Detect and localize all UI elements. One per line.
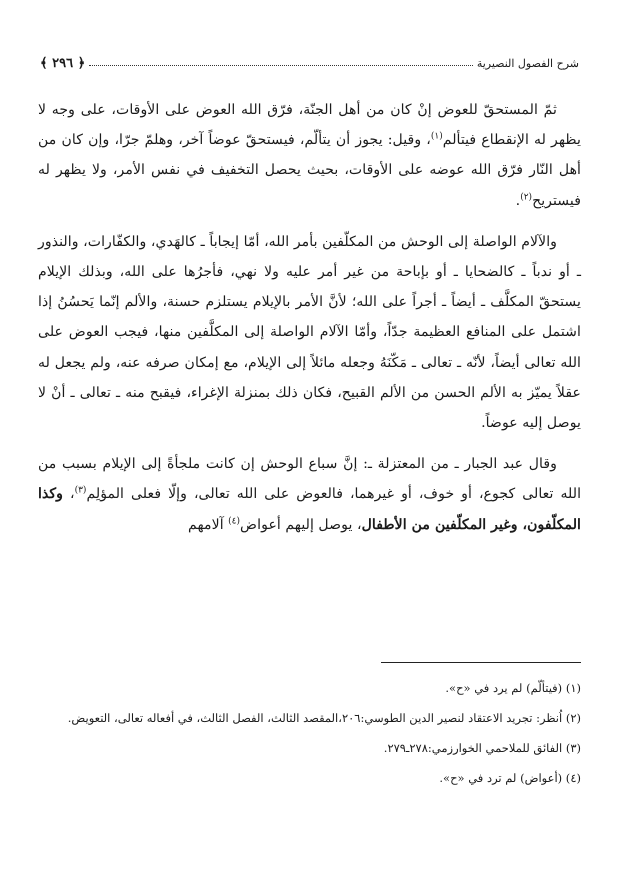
p1-text-b: ، وقيل: يجوز أن يتألّم، فيستحقّ عوضاً آخر، وهلمّ جرّا، وإن كان من أهل النّار فرّق الله عوضه على الأوقات، بحيث يحصل التخفيف في نفس الأمر، ولا يظهر له فيستريح: [38, 132, 581, 209]
footnote-4: (٤) (أعواض) لم ترد في «ح».: [439, 771, 581, 785]
p3-text-d: آلامهم: [188, 516, 229, 533]
p3-bold-phrase: وكذا المكلّفون، وغير المكلّفين من الأطفال: [38, 486, 581, 533]
footnote-2: (٢) اُنظر: تجريد الاعتقاد لنصير الدين الطوسي:٢٠٦،المقصد الثالث، الفصل الثالث، في أفعاله تعالى، التعويض.: [67, 711, 581, 725]
paragraph-3: [38, 449, 581, 540]
footnote-ref-4[interactable]: (٤): [228, 515, 241, 526]
book-title: شرح الفصول النصيرية: [476, 56, 579, 70]
p1-text-c: .: [515, 192, 521, 209]
footnote-ref-2[interactable]: (٢): [520, 191, 533, 202]
paragraph-1: [38, 95, 581, 216]
footnote-ref-1[interactable]: (١): [430, 131, 443, 142]
p3-text-b: ،: [63, 486, 75, 503]
paragraph-2: والآلام الواصلة إلى الوحش من المكلّفين بأمر الله، أمّا إيجاباً ـ كالهَدي، والكفّارات، والنذور ـ أو ندباً ـ كالضحايا ـ أو بإباحة من غير أمر عليه ولا نهي، فأجرُها على الله، وبذلك الإيلام يستحقّ المكلَّف ـ أيضاً ـ أجراً على الله؛ لأنَّ الأمر بالإيلام يستلزم حسنة، والألم إنّما يَحسُنُ إذا اشتمل على المنافع العظيمة جدّاً، وأمّا الآلام الواصلة إلى المكلَّفين منها، فيجب العوض على الله تعالى أيضاً، لأنّه ـ تعالى ـ مَكّنَهُ وجعله مائلاً إلى الإيلام، مع إمكان صرفه عنه، ولم يجعل له عقلاً يميّز به الألم الحسن من الألم القبيح، فكان ذلك بمنزلة الإغراء، فيقبح منه ـ تعالى ـ أنْ لا يوصل إليه عوضاً.: [38, 233, 581, 432]
running-header: [40, 52, 579, 74]
p1-text-a: ثمّ المستحقّ للعوض إنْ كان من أهل الجنّة، فرّق الله العوض على الأوقات، على وجه لا يظهر له الإنقطاع فيتألم: [38, 102, 582, 149]
footnote-separator: [381, 662, 581, 663]
p3-text-c: ، يوصل إليهم أعواض: [240, 516, 362, 533]
header-dotted-leader: [89, 57, 473, 66]
footnote-1: (١) (فيتألّم) لم يرد في «ح».: [445, 681, 581, 695]
p3-text-a: وقال عبد الجبار ـ من المعتزلة ـ: إنَّ سباع الوحش إن كانت ملجأةً إلى الإيلام بسبب من الله تعالى كجوع، أو خوف، أو غيرهما، فالعوض على الله تعالى، وإلّا فعلى المؤلِم: [38, 456, 582, 503]
footnote-ref-3[interactable]: (٣): [74, 485, 87, 496]
footnotes: [38, 675, 581, 795]
main-text: [38, 95, 581, 551]
footnote-3: (٣) الفائق للملاحمي الخوارزمي:٢٧٨ـ٢٧٩.: [383, 741, 581, 755]
page-number: ﴿ ٢٩٦ ﴾: [40, 55, 86, 71]
